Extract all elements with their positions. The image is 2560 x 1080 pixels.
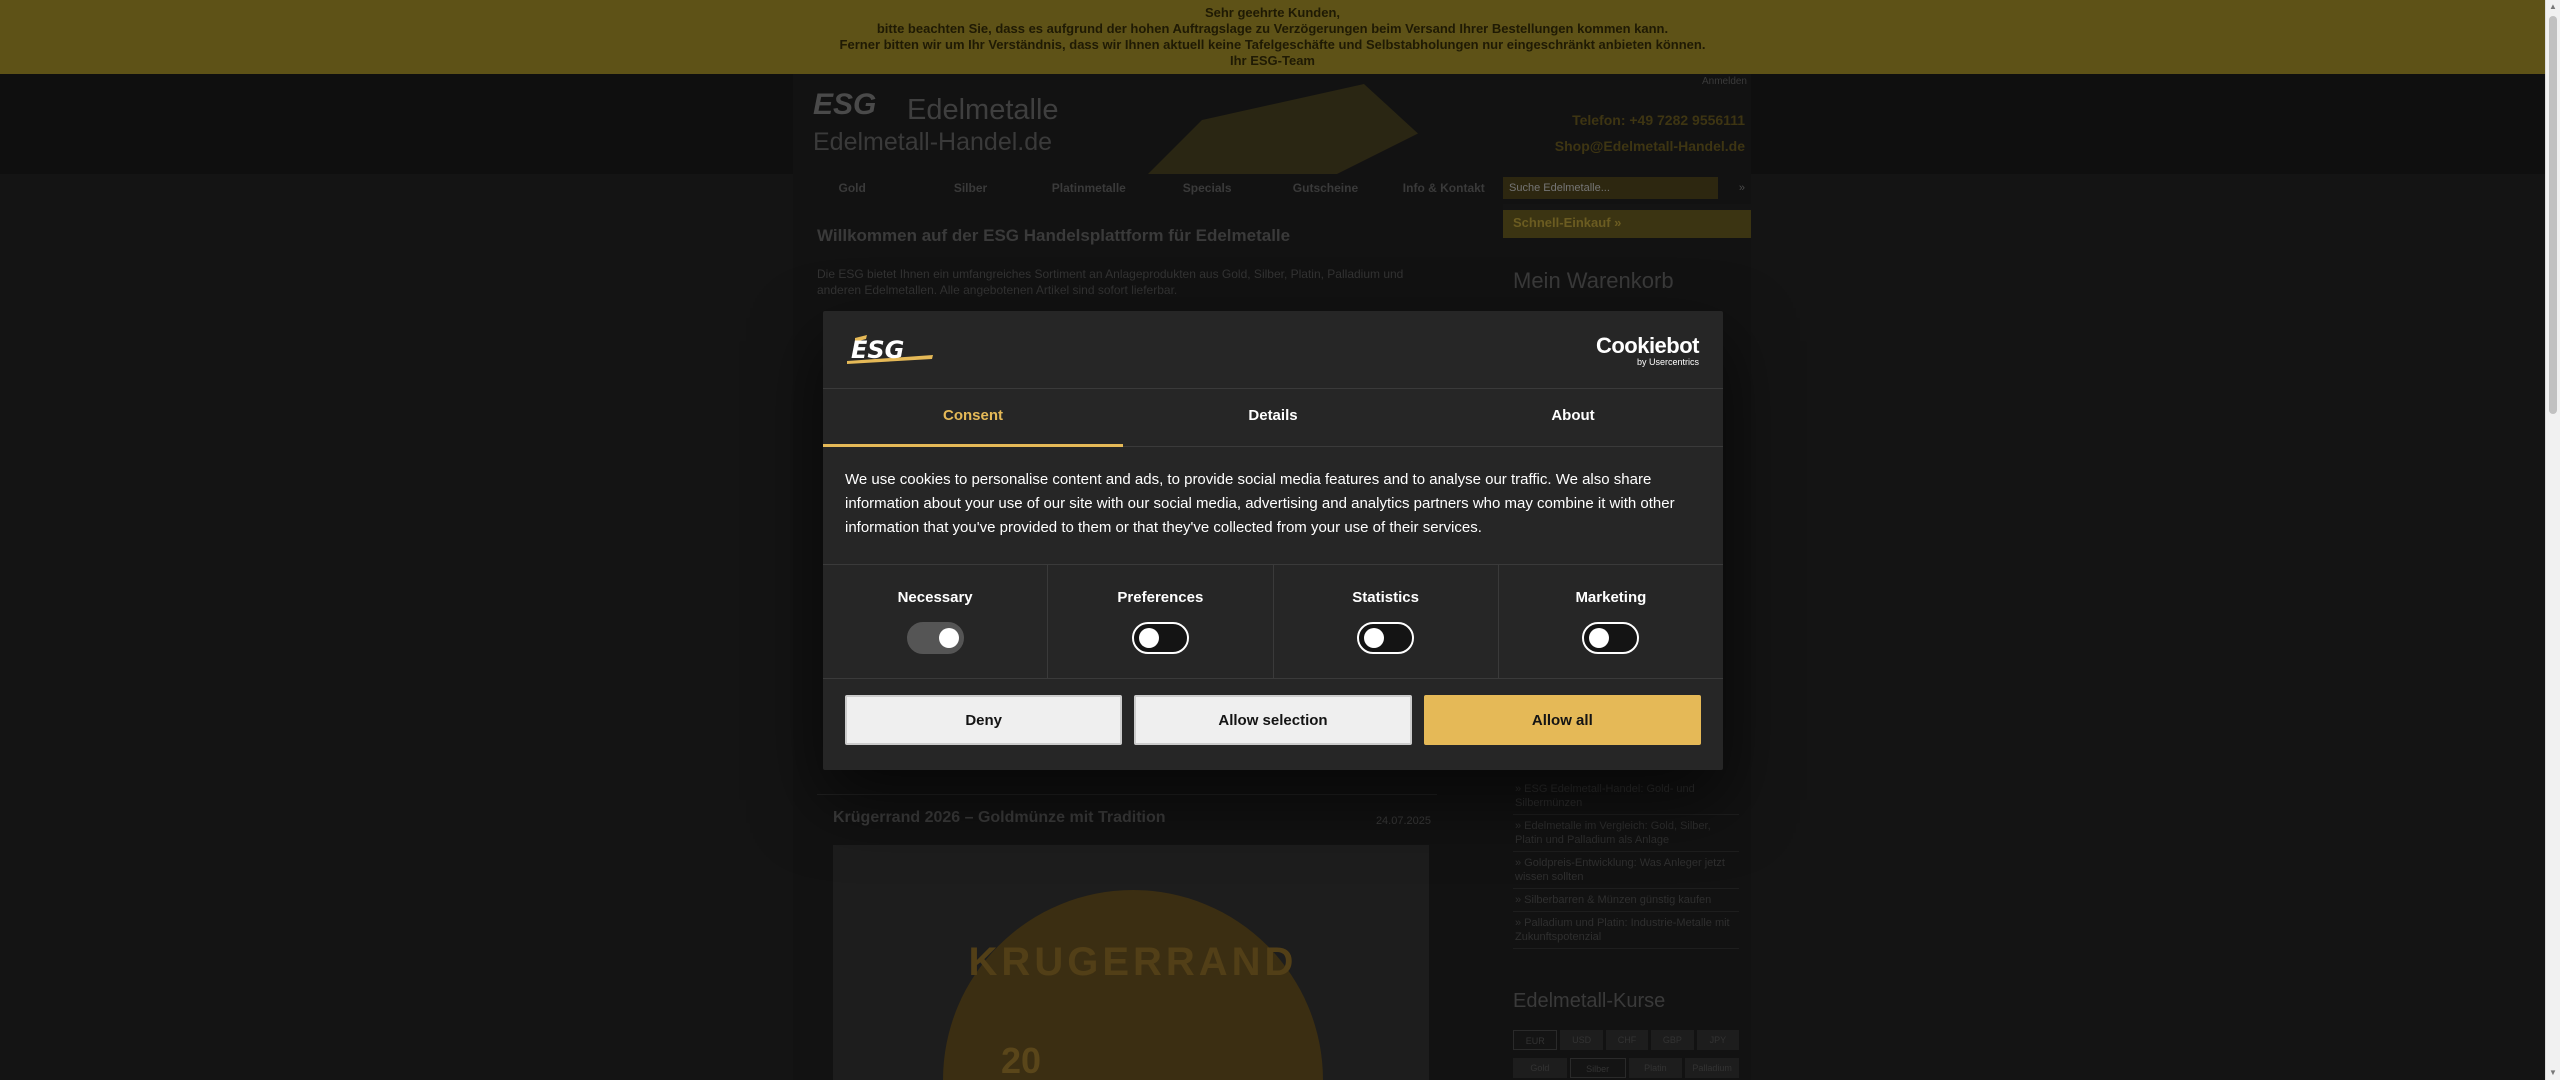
coin-number: 20 <box>1001 1040 1042 1080</box>
category-label: Necessary <box>897 589 973 606</box>
necessary-toggle <box>907 622 964 654</box>
tab-palladium[interactable]: Palladium <box>1685 1058 1739 1078</box>
category-label: Preferences <box>1117 589 1204 606</box>
article-image[interactable] <box>833 845 1429 1080</box>
notice-line-4: Ihr ESG-Team <box>1229 53 1315 68</box>
allow-selection-button[interactable]: Allow selection <box>1134 695 1411 745</box>
deny-button[interactable]: Deny <box>845 695 1122 745</box>
main-nav <box>793 174 1503 204</box>
notice-line-1: Sehr geehrte Kunden, <box>1204 5 1341 20</box>
currency-tabs <box>1513 1030 1739 1050</box>
news-item[interactable]: » ESG Edelmetall-Handel: Gold- und Silbermünzen <box>1513 778 1739 815</box>
toggle-knob <box>939 628 959 648</box>
statistics-toggle[interactable] <box>1357 622 1414 654</box>
category-label: Statistics <box>1352 589 1419 606</box>
tab-silber[interactable]: Silber <box>1570 1058 1626 1078</box>
category-marketing <box>1499 565 1723 678</box>
news-item[interactable]: » Palladium und Platin: Industrie-Metalle mit Zukunftspotenzial <box>1513 912 1739 949</box>
nav-item-gold[interactable]: Gold <box>838 181 866 195</box>
quick-order-button[interactable]: Schnell-Einkauf » <box>1503 210 1751 238</box>
article-title[interactable]: Krügerrand 2026 – Goldmünze mit Tradition <box>833 809 1166 826</box>
tab-jpy[interactable]: JPY <box>1697 1030 1739 1050</box>
cookiebot-brand: Cookiebot <box>1595 333 1699 358</box>
nav-item-platinmetalle[interactable]: Platinmetalle <box>1051 181 1126 195</box>
toggle-knob <box>1364 628 1384 648</box>
tab-details[interactable]: Details <box>1248 407 1298 424</box>
notice-line-3: Ferner bitten wir um Ihr Verständnis, dass wir Ihnen aktuell keine Tafelgeschäfte und Selbstabholungen nur eingeschränkt anbieten können. <box>839 37 1706 52</box>
search-input[interactable] <box>1503 177 1718 199</box>
tab-chf[interactable]: CHF <box>1606 1030 1648 1050</box>
consent-description: We use cookies to personalise content and ads, to provide social media features and to analyse our traffic. We also share information about your use of our site with our social media, advertising and analytics partners who may combine it with other information that you've provided to them or that they've collected from your use of their services. <box>845 471 1675 536</box>
news-item[interactable]: » Goldpreis-Entwicklung: Was Anleger jetzt wissen sollten <box>1513 852 1739 889</box>
page-title: Willkommen auf der ESG Handelsplattform für Edelmetalle <box>817 226 1291 245</box>
notice-banner <box>0 0 2545 74</box>
scroll-thumb[interactable] <box>2549 16 2557 414</box>
cart-title: Mein Warenkorb <box>1513 268 1674 293</box>
logo-esg: ESG <box>813 88 877 121</box>
cookiebot-sub: by Usercentrics <box>1636 357 1699 367</box>
scroll-up-icon[interactable]: ▲ <box>2549 2 2557 11</box>
krugerrand-coin-image <box>943 890 1323 1080</box>
svg-text:ESG: ESG <box>851 336 905 364</box>
dialog-header <box>823 311 1723 389</box>
logo-url: Edelmetall-Handel.de <box>813 128 1053 156</box>
site-logo[interactable] <box>813 88 1063 154</box>
allow-all-button[interactable]: Allow all <box>1424 695 1701 745</box>
news-item[interactable]: » Silberbarren & Münzen günstig kaufen <box>1513 889 1739 912</box>
consent-categories <box>823 564 1723 679</box>
nav-item-silber[interactable]: Silber <box>953 181 988 195</box>
news-list <box>1513 778 1739 949</box>
notice-line-2: bitte beachten Sie, dass es aufgrund der hohen Auftragslage zu Verzögerungen beim Versand Ihrer Bestellungen kommen kann. <box>876 21 1669 36</box>
search-submit-icon[interactable]: » <box>1738 182 1745 194</box>
news-item[interactable]: » Edelmetalle im Vergleich: Gold, Silber, Platin und Palladium als Anlage <box>1513 815 1739 852</box>
esg-logo-icon <box>845 331 937 367</box>
cookie-consent-dialog <box>823 311 1723 770</box>
nav-item-specials[interactable]: Specials <box>1182 181 1232 195</box>
category-label: Marketing <box>1575 589 1647 606</box>
dialog-tabs <box>823 389 1723 447</box>
tab-eur[interactable]: EUR <box>1513 1030 1557 1050</box>
header-phone: Telefon: +49 7282 9556111 <box>1572 112 1745 128</box>
header-email-link[interactable]: Shop@Edelmetall-Handel.de <box>1554 138 1745 154</box>
category-necessary <box>823 565 1048 678</box>
tab-about[interactable]: About <box>1551 407 1595 424</box>
login-link[interactable]: Anmelden <box>1701 76 1747 87</box>
preferences-toggle[interactable] <box>1132 622 1189 654</box>
tab-usd[interactable]: USD <box>1560 1030 1602 1050</box>
logo-title: Edelmetalle <box>907 94 1059 126</box>
news-article <box>817 794 1437 1080</box>
category-preferences <box>1048 565 1273 678</box>
tab-consent[interactable]: Consent <box>823 389 1123 446</box>
article-date: 24.07.2025 <box>1375 815 1431 827</box>
coin-inscription: KRUGERRAND <box>968 940 1298 984</box>
nav-item-info-kontakt[interactable]: Info & Kontakt <box>1402 181 1485 195</box>
tab-gbp[interactable]: GBP <box>1651 1030 1693 1050</box>
welcome-text: Die ESG bietet Ihnen ein umfangreiches Sortiment an Anlageprodukten aus Gold, Silber, Platin, Palladium und anderen Edelmetallen. Alle angebotenen Artikel sind sofort lieferbar. <box>817 267 1404 297</box>
toggle-knob <box>1139 628 1159 648</box>
cookiebot-logo[interactable] <box>1596 333 1699 367</box>
page-scrollbar[interactable] <box>2545 0 2560 1080</box>
header-inner <box>793 74 1751 174</box>
site-header <box>0 74 2545 174</box>
scroll-down-icon[interactable]: ▼ <box>2549 1068 2557 1077</box>
marketing-toggle[interactable] <box>1582 622 1639 654</box>
kurse-title: Edelmetall-Kurse <box>1513 990 1666 1012</box>
dialog-buttons <box>845 695 1701 745</box>
metal-tabs <box>1513 1058 1739 1078</box>
toggle-knob <box>1589 628 1609 648</box>
nav-item-gutscheine[interactable]: Gutscheine <box>1292 181 1359 195</box>
tab-platin[interactable]: Platin <box>1629 1058 1683 1078</box>
tab-gold[interactable]: Gold <box>1513 1058 1567 1078</box>
header-gold-bars-image <box>1148 84 1418 174</box>
category-statistics <box>1274 565 1499 678</box>
search-area <box>1503 174 1751 204</box>
